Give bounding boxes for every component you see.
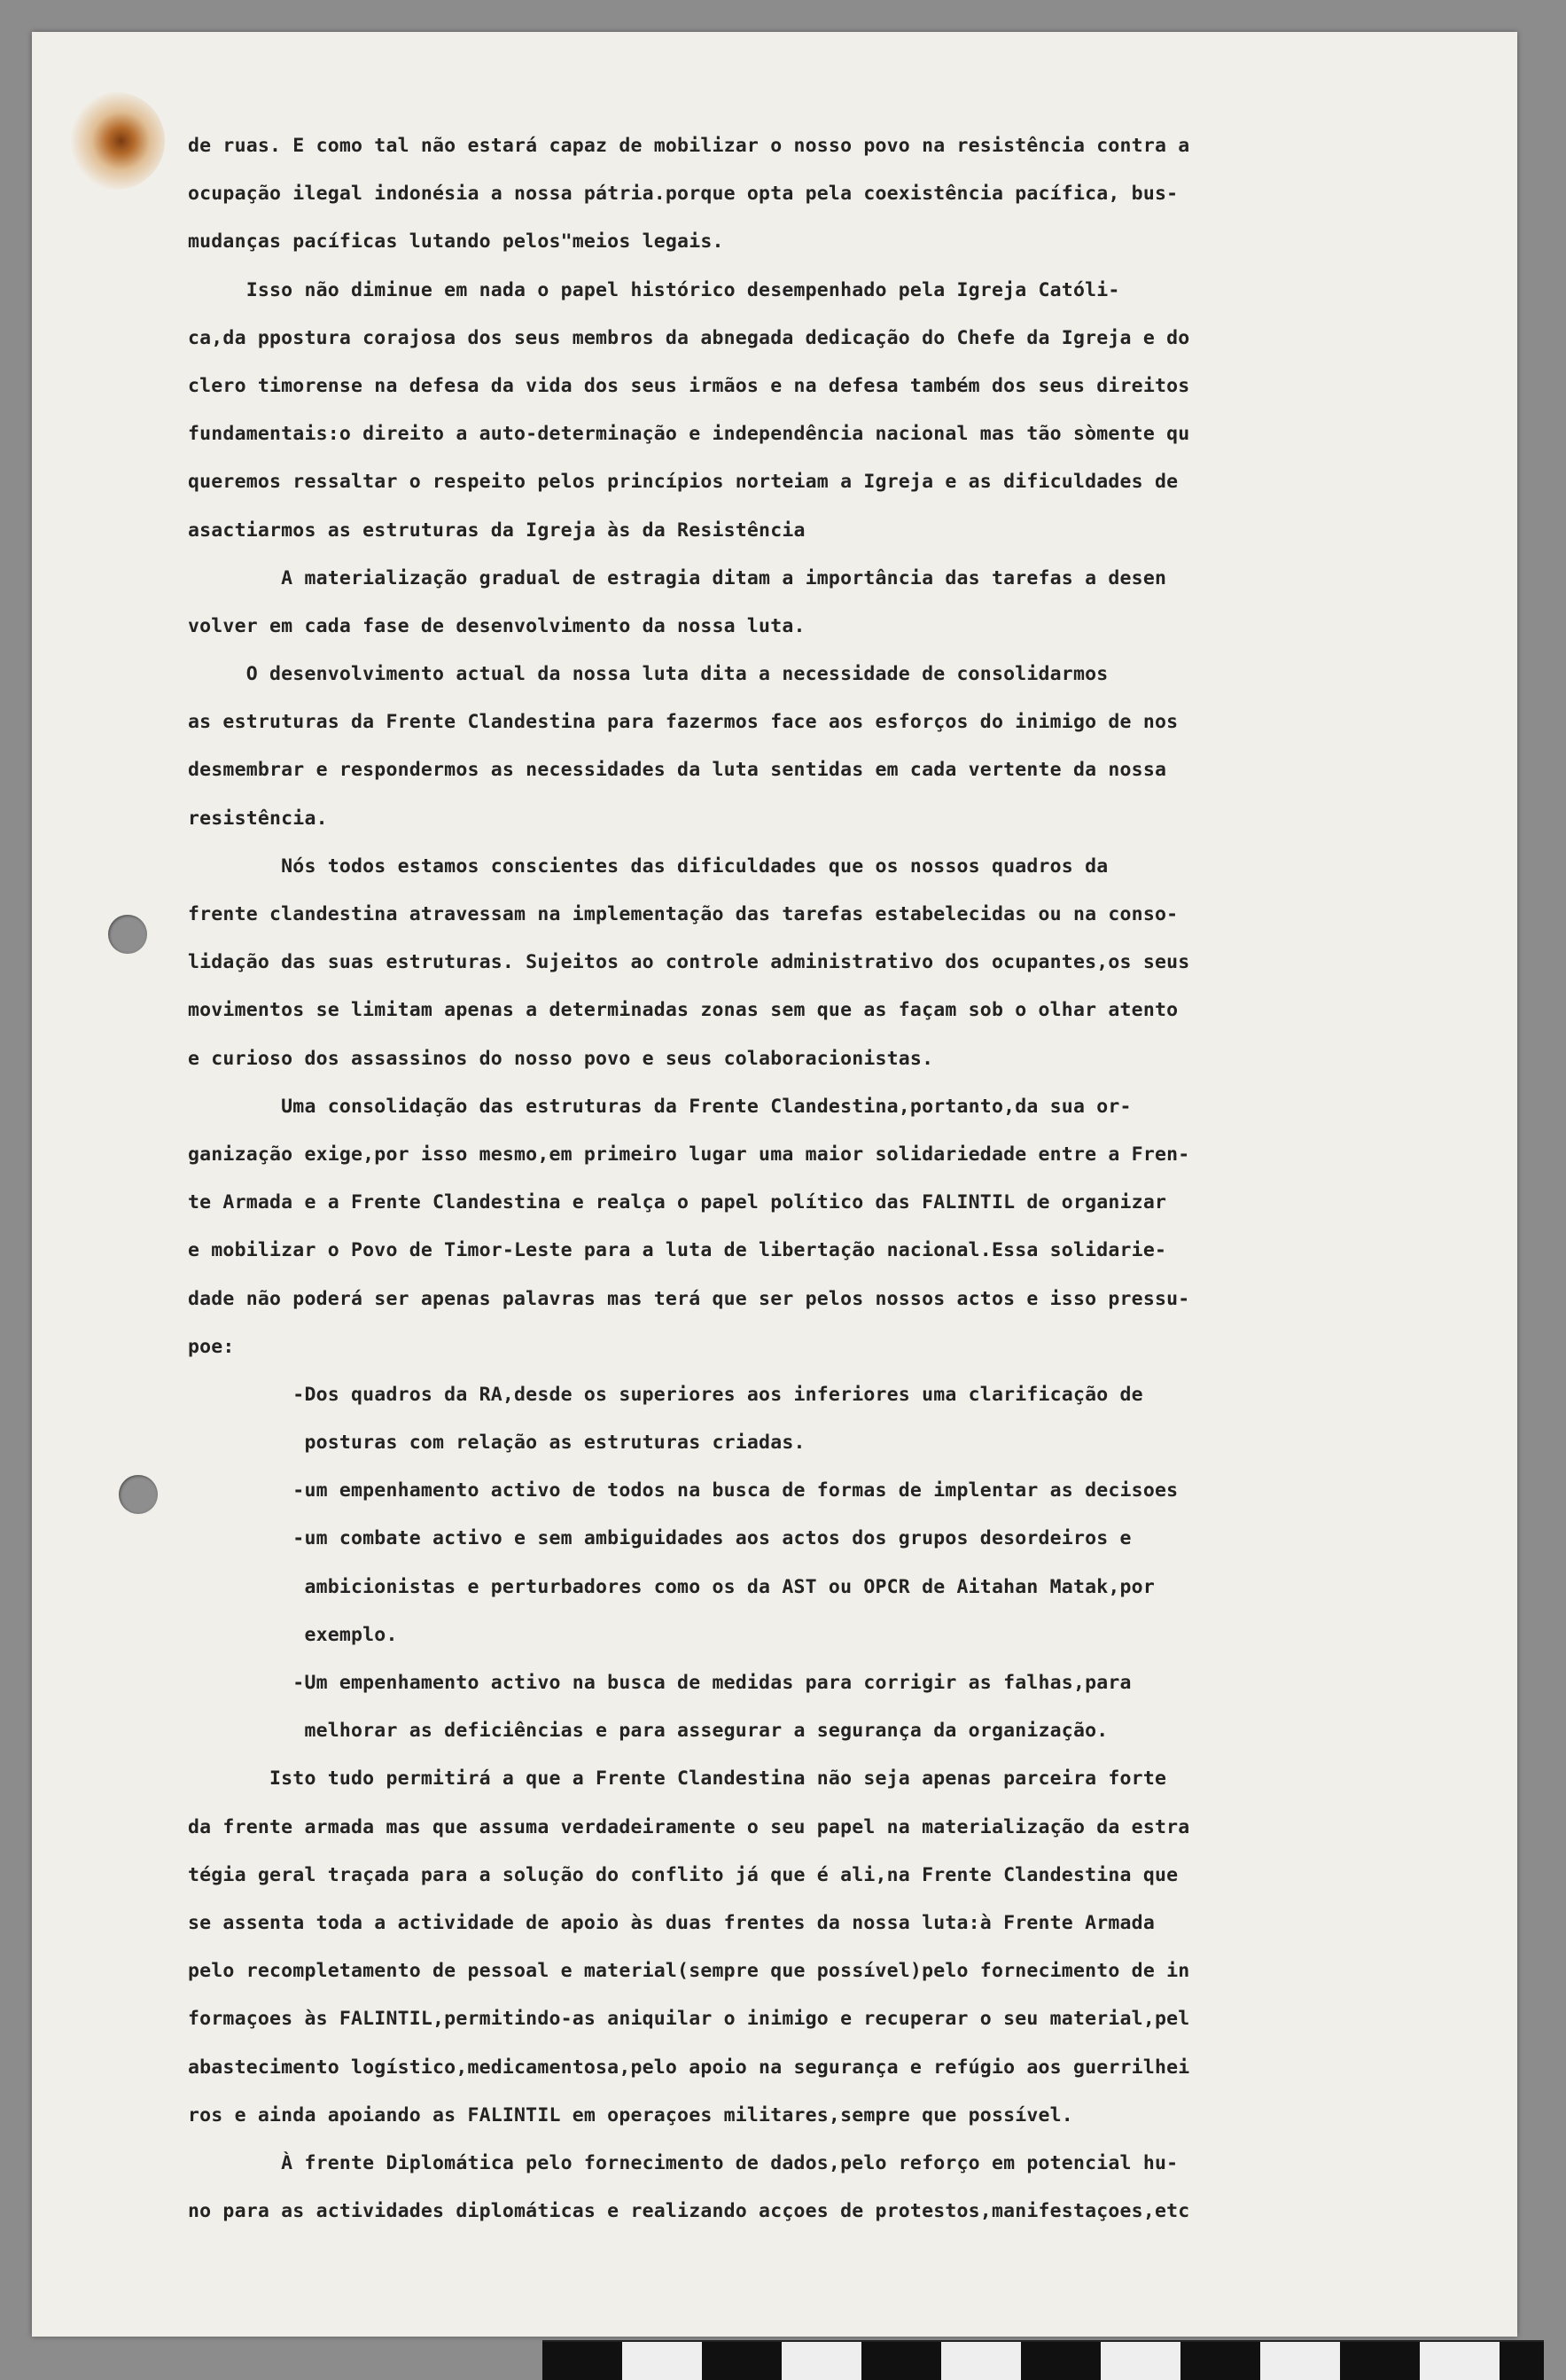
text-line: -um empenhamento activo de todos na busca de formas de implentar as decisoes [188,1479,1179,1502]
text-line: e curioso dos assassinos do nosso povo e seus colaboracionistas. [188,1047,934,1070]
text-line: Nós todos estamos conscientes das dificuldades que os nossos quadros da [188,854,1109,878]
text-line: posturas com relação as estruturas criadas. [188,1432,806,1455]
text-line: ganização exige,por isso mesmo,em primeiro lugar uma maior solidariedade entre a Fren- [188,1143,1190,1166]
text-line: volver em cada fase de desenvolvimento da nossa luta. [188,614,806,637]
text-line: -Um empenhamento activo na busca de medidas para corrigir as falhas,para [188,1672,1132,1694]
text-line: da frente armada mas que assuma verdadeiramente o seu papel na materialização da estra [188,1815,1190,1838]
text-line: A materialização gradual de estragia ditam a importância das tarefas a desen [188,566,1167,589]
text-line: se assenta toda a actividade de apoio às duas frentes da nossa luta:à Frente Armada [188,1911,1155,1934]
text-line: poe: [188,1335,235,1358]
text-line: abastecimento logístico,medicamentosa,pelo apoio na segurança e refúgio aos guerrilhei [188,2056,1190,2079]
text-line: as estruturas da Frente Clandestina para fazermos face aos esforços do inimigo de nos [188,711,1179,734]
text-line: Isso não diminue em nada o papel histórico desempenhado pela Igreja Católi- [188,278,1120,301]
text-line: ca,da ppostura corajosa dos seus membros da abnegada dedicação do Chefe da Igreja e do [188,326,1190,349]
text-line: Isto tudo permitirá a que a Frente Clandestina não seja apenas parceira forte [188,1767,1167,1791]
punch-hole [108,915,147,954]
text-line: movimentos se limitam apenas a determinadas zonas sem que as façam sob o olhar atento [188,999,1179,1022]
text-line: queremos ressaltar o respeito pelos princípios norteiam a Igreja e as dificuldades de [188,471,1179,494]
text-line: exemplo. [188,1623,398,1646]
text-line: formaçoes às FALINTIL,permitindo-as aniquilar o inimigo e recuperar o seu material,pel [188,2008,1190,2031]
text-line: mudanças pacíficas lutando pelos"meios legais. [188,230,724,254]
text-line: ros e ainda apoiando as FALINTIL em operaçoes militares,sempre que possível. [188,2103,1073,2126]
text-line: Uma consolidação das estruturas da Frente Clandestina,portanto,da sua or- [188,1095,1132,1118]
text-line: À frente Diplomática pelo fornecimento de dados,pelo reforço em potencial hu- [188,2151,1179,2174]
rust-stain [67,92,165,190]
text-line: te Armada e a Frente Clandestina e realça o papel político das FALINTIL de organizar [188,1191,1167,1214]
text-line: clero timorense na defesa da vida dos seus irmãos e na defesa também dos seus direitos [188,374,1190,397]
text-line: frente clandestina atravessam na implementação das tarefas estabelecidas ou na conso- [188,903,1179,925]
text-line: fundamentais:o direito a auto-determinação e independência nacional mas tão sòmente qu [188,423,1190,446]
text-line: O desenvolvimento actual da nossa luta dita a necessidade de consolidarmos [188,663,1109,686]
text-line: lidação das suas estruturas. Sujeitos ao controle administrativo dos ocupantes,os seus [188,951,1190,974]
text-line: resistência. [188,807,328,830]
text-line: ambicionistas e perturbadores como os da AST ou OPCR de Aitahan Matak,por [188,1575,1155,1598]
text-line: e mobilizar o Povo de Timor-Leste para a luta de libertação nacional.Essa solidarie- [188,1239,1167,1262]
text-line: desmembrar e respondermos as necessidades da luta sentidas em cada vertente da nossa [188,759,1167,782]
text-line: -Dos quadros da RA,desde os superiores aos inferiores uma clarificação de [188,1383,1143,1406]
text-line: ocupação ilegal indonésia a nossa pátria.porque opta pela coexistência pacífica, bus- [188,183,1179,206]
text-line: dade não poderá ser apenas palavras mas terá que ser pelos nossos actos e isso pressu- [188,1287,1190,1310]
text-line: pelo recompletamento de pessoal e material(sempre que possível)pelo fornecimento de in [188,1960,1190,1983]
punch-hole [119,1475,158,1514]
text-line: no para as actividades diplomáticas e realizando acçoes de protestos,manifestaçoes,etc [188,2200,1190,2223]
scale-ruler [542,2340,1544,2380]
text-line: asactiarmos as estruturas da Igreja às da Resistência [188,519,806,542]
text-line: melhorar as deficiências e para assegurar a segurança da organização. [188,1720,1109,1743]
typewritten-text [188,122,1461,2236]
text-line: tégia geral traçada para a solução do conflito já que é ali,na Frente Clandestina que [188,1863,1179,1886]
text-line: de ruas. E como tal não estará capaz de mobilizar o nosso povo na resistência contra a [188,135,1190,157]
text-line: -um combate activo e sem ambiguidades aos actos dos grupos desordeiros e [188,1527,1132,1550]
